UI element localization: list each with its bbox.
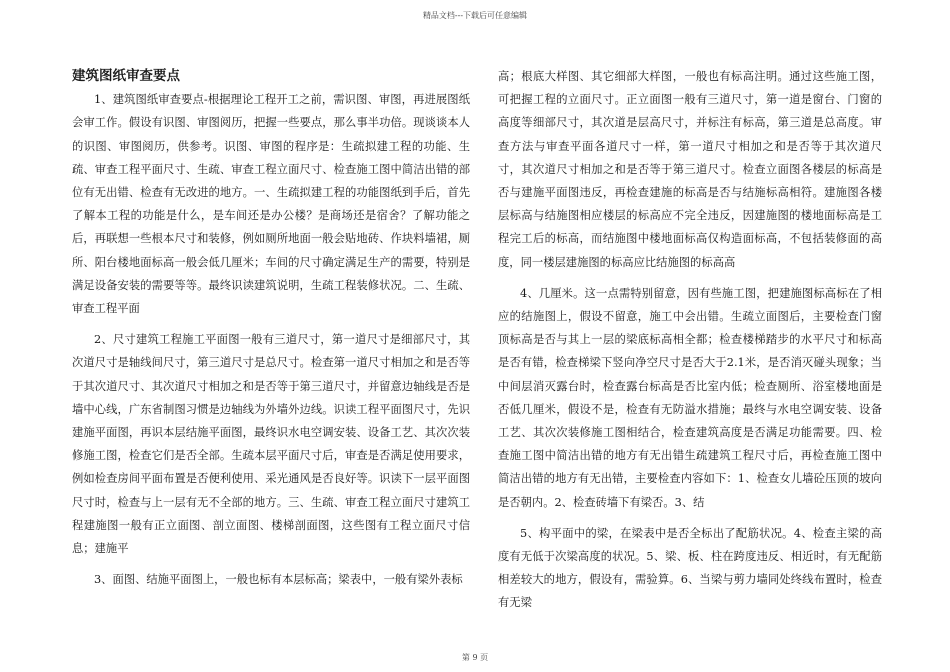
paragraph-5: 5、构平面中的梁，在梁表中是否全标出了配筋状况。4、检查主梁的高度有无低于次梁高度的状况。5、梁、板、柱在跨度违反、相近时，有无配筋相差较大的地方，假设有，需验算。6、当梁与剪力墙同处终线布置时，检查有无梁 bbox=[498, 526, 882, 610]
right-column bbox=[498, 65, 882, 615]
left-column bbox=[72, 65, 470, 591]
paragraph-4: 4、几厘米。这一点需特别留意，因有些施工图，把建施图标高标在了相应的结施图上，假设不留意，施工中会出错。生疏立面图后，主要检查门窗顶标高是否与其上一层的梁底标高相全都；检查楼梯踏步的水平尺寸和标高是否有错，检查梯梁下竖向净空尺寸是否大于2.1米，是否消灭碰头现象；当中间层消灭露台时，检查露台标高是否比室内低；检查厕所、浴室楼地面是否低几厘米，假设不是，检查有无防溢水措施；最终与水电空调安装、设备工艺、其次次装修施工图相结合，检查建筑高度是否满足功能需要。四、检查施工图中简洁出错的地方有无出错生疏建筑工程尺寸后，再检查施工图中简洁出错的地方有无出错，主要检查内容如下：1、检查女儿墙砼压顶的坡向是否朝内。2、检查砖墙下有梁否。3、结 bbox=[498, 286, 882, 509]
page-number: 第 9 页 bbox=[461, 653, 489, 662]
paragraph-1: 1、建筑图纸审查要点-根据理论工程开工之前，需识图、审图，再进展图纸会审工作。假设有识图、审图阅历，把握一些要点，那么事半功倍。现谈谈本人的识图、审图阅历，供参考。识图、审图的程序是：生疏拟建工程的功能、生疏、审查工程平面尺寸、生疏、审查工程立面尺寸、检查施工图中简洁出错的部位有无出错、检查有无改进的地方。一、生疏拟建工程的功能图纸到手后，首先了解本工程的功能是什么，是车间还是办公楼？是商场还是宿舍？了解功能之后，再联想一些根本尺寸和装修，例如厕所地面一般会贴地砖、作块料墙裙，厕所、阳台楼地面标高一般会低几厘米；车间的尺寸确定满足生产的需要，特别是满足设备安装的需要等等。最终识读建筑说明，生疏工程装修状况。二、生疏、审查工程平面 bbox=[72, 93, 470, 316]
paragraph-2: 2、尺寸建筑工程施工平面图一般有三道尺寸，第一道尺寸是细部尺寸，其次道尺寸是轴线间尺寸，第三道尺寸是总尺寸。检查第一道尺寸相加之和是否等于其次道尺寸、其次道尺寸相加之和是否等于第三道尺寸，并留意边轴线是否是墙中心线，广东省制图习惯是边轴线为外墙外边线。识读工程平面图尺寸，先识建施平面图，再识本层结施平面图，最终识水电空调安装、设备工艺、其次次装修施工图，检查它们是否全部。生疏本层平面尺寸后，审查是否满足使用要求，例如检查房间平面布置是否便利使用、采光通风是否良好等。识读下一层平面图尺寸时，检查与上一层有无不全部的地方。三、生疏、审查工程立面尺寸建筑工程建施图一般有正立面图、剖立面图、楼梯剖面图，这些图有工程立面尺寸信息；建施平 bbox=[72, 333, 470, 556]
document-title: 建筑图纸审查要点 bbox=[72, 68, 180, 84]
page-header: 精品文档---下载后可任意编辑 bbox=[422, 11, 528, 20]
paragraph-3: 3、面图、结施平面图上，一般也标有本层标高；梁表中，一般有梁外表标 bbox=[94, 573, 463, 587]
paragraph-3-continued: 高；根底大样图、其它细部大样图，一般也有标高注明。通过这些施工图，可把握工程的立面尺寸。正立面图一般有三道尺寸，第一道是窗台、门窗的高度等细部尺寸，其次道是层高尺寸，并标注有标高，第三道是总高度。审查方法与审查平面各道尺寸一样，第一道尺寸相加之和是否等于其次道尺寸，其次道尺寸相加之和是否等于第三道尺寸。检查立面图各楼层的标高是否与建施平面图违反，再检查建施的标高是否与结施标高相符。建施图各楼层标高与结施图相应楼层的标高应不完全违反，因建施图的楼地面标高是工程完工后的标高，而结施图中楼地面标高仅构造面标高，不包括装修面的高度，同一楼层建施图的标高应比结施图的标高高 bbox=[498, 70, 882, 269]
